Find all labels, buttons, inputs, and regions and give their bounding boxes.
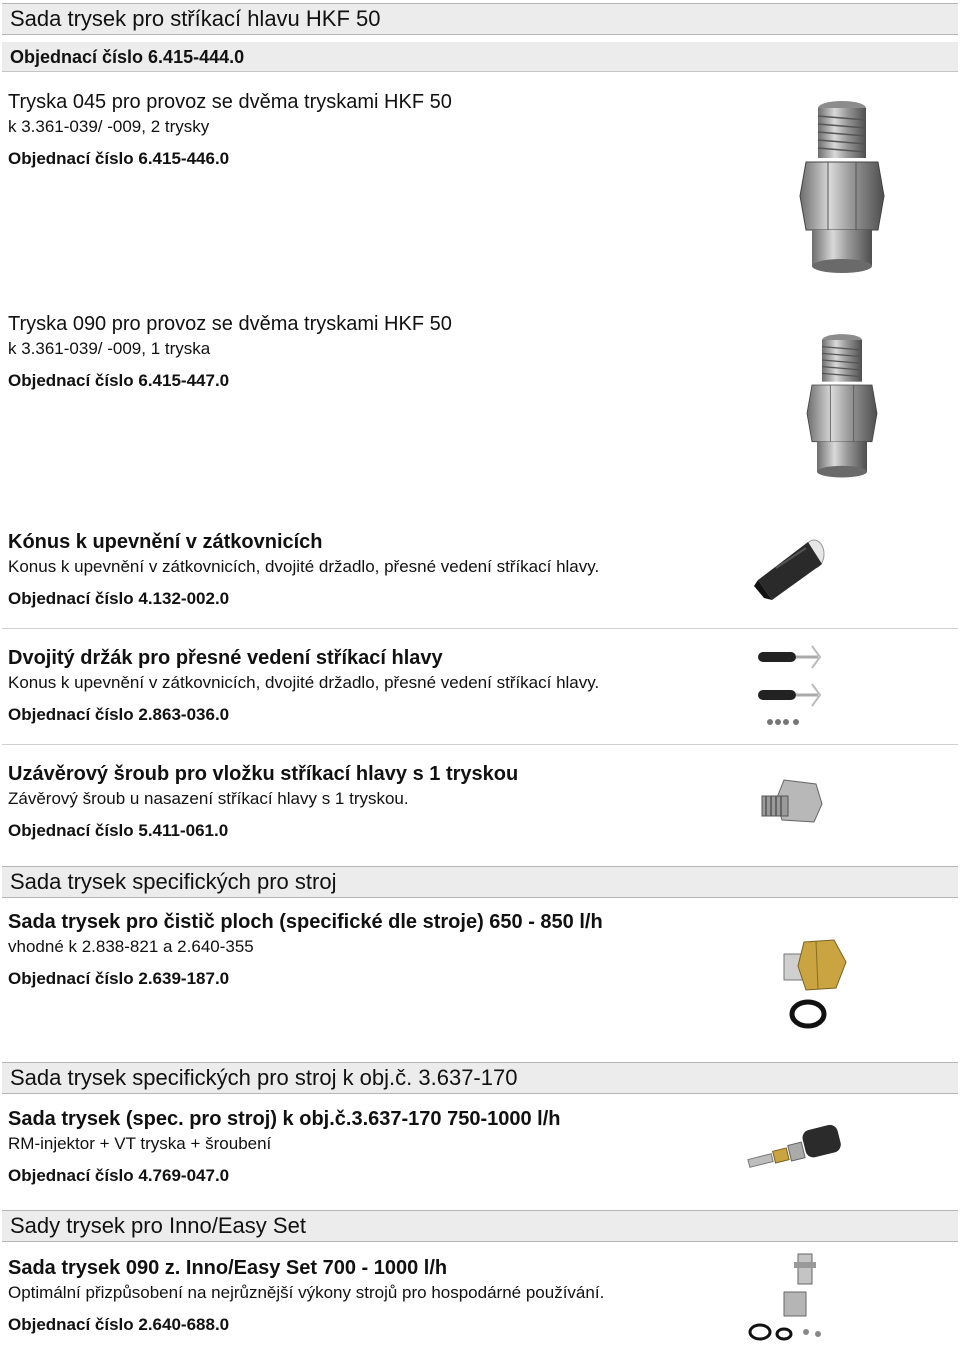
list-item: [8, 1107, 728, 1187]
nozzle-set-brass-image: [776, 932, 856, 1032]
section-title-specific-obj: Sada trysek specifických pro stroj k obj.č. 3.637-170: [2, 1062, 958, 1094]
item-desc: vhodné k 2.838-821 a 2.640-355: [8, 937, 254, 956]
item-order: Objednací číslo 2.863-036.0: [8, 705, 230, 724]
section-title-hkf: Sada trysek pro stříkací hlavu HKF 50: [2, 3, 958, 35]
plug-screw-image: [760, 776, 824, 832]
item-desc: RM-injektor + VT tryska + šroubení: [8, 1134, 272, 1153]
item-desc: Závěrový šroub u nasazení stříkací hlavy s 1 tryskou.: [8, 789, 409, 808]
list-item: [8, 910, 728, 990]
item-name: Sada trysek 090 z. Inno/Easy Set 700 - 1000 l/h: [8, 1257, 448, 1279]
list-item: [8, 762, 728, 842]
cone-image: [748, 528, 828, 606]
item-desc: Konus k upevnění v zátkovnicích, dvojité držadlo, přesné vedení stříkací hlavy.: [8, 673, 600, 692]
section-title-inno: Sady trysek pro Inno/Easy Set: [2, 1210, 958, 1242]
list-item: [8, 312, 728, 392]
list-item: [8, 530, 728, 610]
item-name: Sada trysek (spec. pro stroj) k obj.č.3.637-170 750-1000 l/h: [8, 1108, 561, 1130]
section-title-specific: Sada trysek specifických pro stroj: [2, 866, 958, 898]
nozzle-fitting-image: [792, 96, 892, 276]
nozzle-fitting-image: [797, 330, 887, 480]
item-order: Objednací číslo 4.769-047.0: [8, 1166, 230, 1185]
item-desc: Konus k upevnění v zátkovnicích, dvojité držadlo, přesné vedení stříkací hlavy.: [8, 557, 600, 576]
item-name: Kónus k upevnění v zátkovnicích: [8, 531, 323, 553]
item-desc: k 3.361-039/ -009, 1 tryska: [8, 339, 211, 358]
item-name: Sada trysek pro čistič ploch (specifické dle stroje) 650 - 850 l/h: [8, 911, 603, 933]
list-item: [8, 646, 728, 726]
item-name: Uzávěrový šroub pro vložku stříkací hlavy s 1 tryskou: [8, 763, 519, 785]
item-name: Tryska 045 pro provoz se dvěma tryskami HKF 50: [8, 91, 452, 113]
section-order-hkf: Objednací číslo 6.415-444.0: [2, 42, 958, 72]
list-item: [8, 1256, 728, 1336]
item-desc: Optimální přizpůsobení na nejrůznější výkony strojů pro hospodárné používání.: [8, 1283, 605, 1302]
inno-set-image: [746, 1252, 842, 1344]
item-name: Tryska 090 pro provoz se dvěma tryskami HKF 50: [8, 313, 452, 335]
double-handle-image: [752, 642, 824, 734]
item-name: Dvojitý držák pro přesné vedení stříkací hlavy: [8, 647, 443, 669]
item-order: Objednací číslo 5.411-061.0: [8, 821, 229, 840]
item-order: Objednací číslo 2.640-688.0: [8, 1315, 230, 1334]
item-order: Objednací číslo 6.415-447.0: [8, 371, 230, 390]
item-order: Objednací číslo 4.132-002.0: [8, 589, 230, 608]
item-order: Objednací číslo 6.415-446.0: [8, 149, 230, 168]
item-desc: k 3.361-039/ -009, 2 trysky: [8, 117, 210, 136]
injector-set-image: [742, 1118, 846, 1174]
item-order: Objednací číslo 2.639-187.0: [8, 969, 230, 988]
list-item: [8, 90, 728, 170]
